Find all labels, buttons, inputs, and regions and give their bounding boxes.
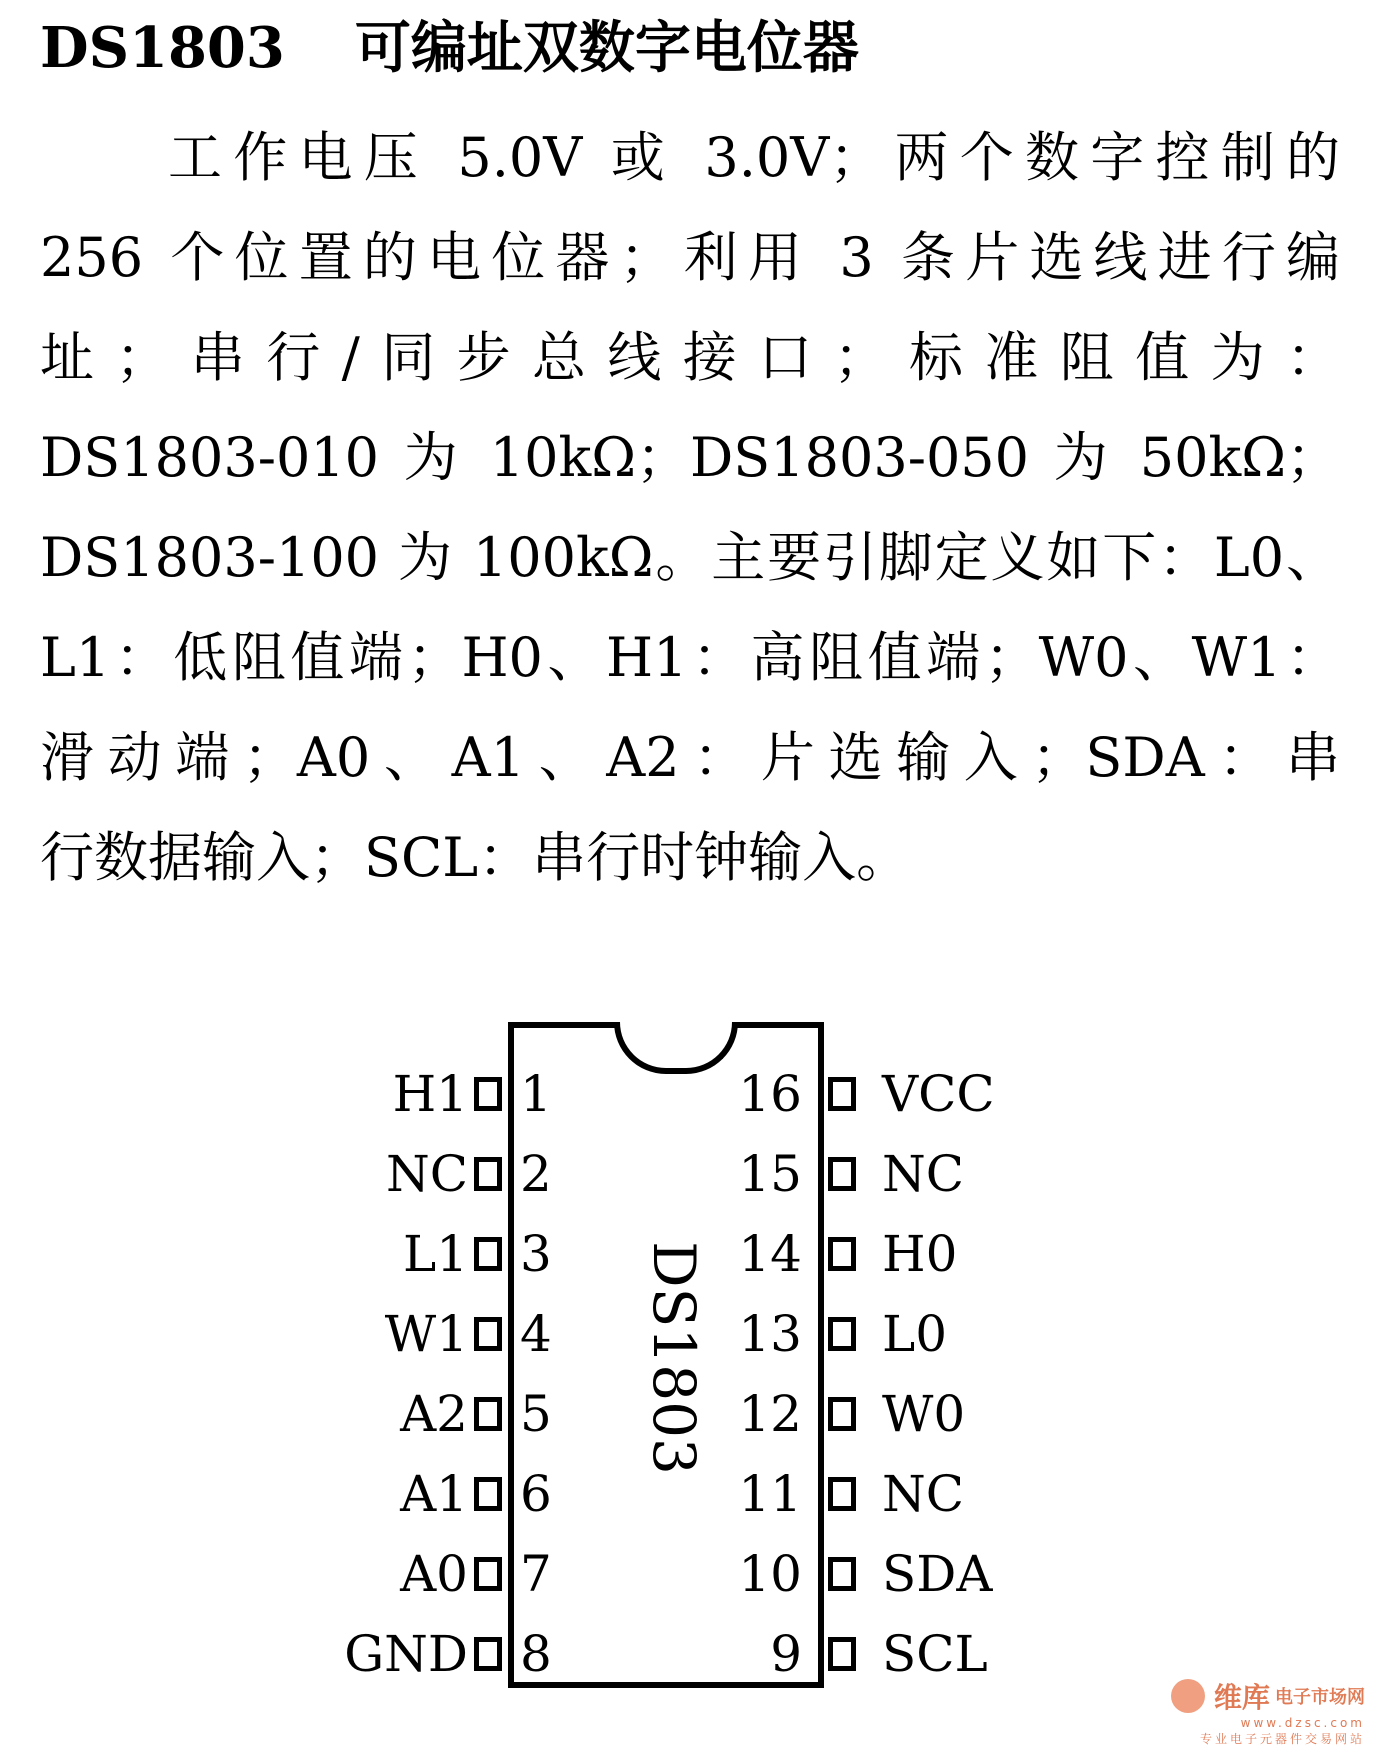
left-pin-name: H1	[392, 1065, 468, 1123]
part-name: 可编址双数字电位器	[354, 15, 859, 81]
right-pin-name: NC	[882, 1465, 965, 1523]
watermark	[1171, 1676, 1365, 1747]
part-number: DS1803	[40, 15, 285, 81]
logo-icon	[1171, 1679, 1205, 1713]
description-line: 址；串行/同步总线接口；标准阻值为：	[40, 326, 1340, 389]
right-pin-name: H0	[882, 1225, 958, 1283]
left-pin-name: NC	[385, 1145, 468, 1203]
left-pin-pad	[474, 1237, 502, 1271]
left-pin-pad	[474, 1557, 502, 1591]
left-pin-pad	[474, 1397, 502, 1431]
description-line: 256 个位置的电位器；利用 3 条片选线进行编	[40, 226, 1340, 289]
left-pin-number: 6	[520, 1465, 552, 1523]
description-line: DS1803-010 为 10kΩ；DS1803-050 为 50kΩ；	[40, 426, 1340, 489]
left-pin-name: A1	[400, 1465, 468, 1523]
right-pin-name: SCL	[882, 1625, 988, 1683]
right-pin-pad	[828, 1557, 856, 1591]
right-pin-pad	[828, 1317, 856, 1351]
description-line: DS1803-100 为 100kΩ。主要引脚定义如下：L0、	[40, 526, 1340, 589]
right-pin-pad	[828, 1637, 856, 1671]
right-pin-name: NC	[882, 1145, 965, 1203]
right-pin-name: VCC	[882, 1065, 995, 1123]
left-pin-number: 3	[520, 1225, 552, 1283]
right-pin-name: W0	[882, 1385, 966, 1443]
left-pin-number: 2	[520, 1145, 552, 1203]
watermark-tagline: 专业电子元器件交易网站	[1199, 1732, 1365, 1746]
description-line: 工作电压 5.0V 或 3.0V；两个数字控制的	[168, 126, 1340, 189]
left-pin-number: 4	[520, 1305, 552, 1363]
chip-notch	[614, 1022, 738, 1074]
right-pin-number: 15	[738, 1145, 802, 1203]
right-pin-number: 12	[738, 1385, 802, 1443]
right-pin-number: 13	[738, 1305, 802, 1363]
left-pin-pad	[474, 1157, 502, 1191]
description-line: 行数据输入；SCL：串行时钟输入。	[40, 826, 911, 889]
right-pin-pad	[828, 1237, 856, 1271]
right-pin-number: 9	[770, 1625, 802, 1683]
left-pin-number: 8	[520, 1625, 552, 1683]
left-pin-name: W1	[384, 1305, 468, 1363]
left-pin-number: 1	[520, 1065, 552, 1123]
left-pin-pad	[474, 1317, 502, 1351]
right-pin-pad	[828, 1397, 856, 1431]
right-pin-number: 11	[738, 1465, 802, 1523]
left-pin-name: A2	[400, 1385, 468, 1443]
left-pin-pad	[474, 1637, 502, 1671]
right-pin-name: SDA	[882, 1545, 993, 1603]
right-pin-pad	[828, 1477, 856, 1511]
left-pin-name: A0	[400, 1545, 468, 1603]
right-pin-name: L0	[882, 1305, 948, 1363]
left-pin-name: L1	[402, 1225, 468, 1283]
left-pin-name: GND	[344, 1625, 468, 1683]
left-pin-pad	[474, 1477, 502, 1511]
watermark-brand-2: 电子市场网	[1275, 1687, 1365, 1708]
chip-label: DS1803	[640, 1241, 708, 1475]
left-pin-pad	[474, 1077, 502, 1111]
right-pin-number: 16	[738, 1065, 802, 1123]
description-line: L1：低阻值端；H0、H1：高阻值端；W0、W1：	[40, 626, 1340, 689]
description-line: 滑动端；A0、A1、A2：片选输入；SDA：串	[40, 726, 1340, 789]
watermark-brand: 维库	[1213, 1681, 1270, 1714]
watermark-url: www.dzsc.com	[1240, 1716, 1365, 1730]
left-pin-number: 5	[520, 1385, 552, 1443]
left-pin-number: 7	[520, 1545, 552, 1603]
right-pin-pad	[828, 1157, 856, 1191]
right-pin-pad	[828, 1077, 856, 1111]
right-pin-number: 14	[738, 1225, 802, 1283]
right-pin-number: 10	[738, 1545, 802, 1603]
